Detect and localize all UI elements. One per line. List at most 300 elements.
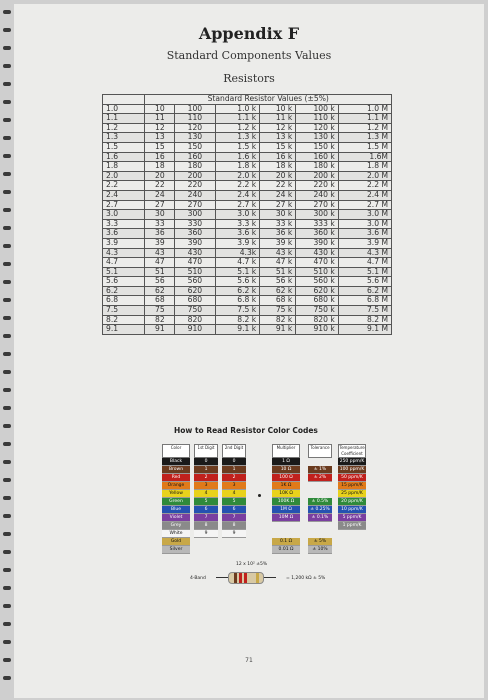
color-cell: 1K Ω [272, 482, 300, 490]
table-cell: 5.6 [103, 277, 145, 287]
spiral-ring [3, 82, 11, 86]
table-cell: 62 [145, 286, 175, 296]
table-cell: 30 [145, 210, 175, 220]
table-cell: 39 [145, 238, 175, 248]
table-row [103, 181, 392, 191]
color-cell: 100 ppm/K [339, 467, 365, 472]
spiral-ring [3, 226, 11, 230]
color-cell: 2 [222, 474, 246, 482]
color-cell: 0.01 Ω [272, 546, 300, 554]
table-cell: 1.8 k [215, 162, 260, 172]
color-cell: 20 ppm/K [338, 498, 366, 506]
color-cell [308, 458, 332, 466]
color-cell: 3 [222, 482, 246, 490]
table-row [103, 248, 392, 258]
table-cell: 3.0 M [338, 210, 391, 220]
column-header: 1st Digit [194, 444, 218, 458]
table-cell: 620 [175, 286, 215, 296]
spiral-ring [3, 604, 11, 608]
color-cell: Grey [162, 522, 190, 530]
table-cell: 11 [145, 114, 175, 124]
table-cell: 5.1 M [338, 267, 391, 277]
example-result: = 1,200 kΩ ± 5% [286, 576, 326, 581]
table-cell: 7.5 M [338, 306, 391, 316]
table-cell: 2.4 k [215, 190, 260, 200]
spiral-ring [3, 136, 11, 140]
color-cell [272, 530, 300, 538]
table-cell: 16 k [260, 152, 296, 162]
resistor-lead-left [216, 577, 228, 578]
table-cell: 18 [145, 162, 175, 172]
color-column-tol [308, 444, 332, 554]
table-cell: 30 k [260, 210, 296, 220]
color-cell [308, 522, 332, 530]
table-row [103, 104, 392, 114]
spiral-ring [3, 406, 11, 410]
table-cell: 18 k [260, 162, 296, 172]
color-cell: 8 [222, 522, 246, 530]
color-cell: 100 Ω [272, 474, 300, 482]
color-cell: 9 [194, 530, 218, 538]
table-cell: 333 k [296, 219, 338, 229]
table-cell: 360 k [296, 229, 338, 239]
table-cell: 36 [145, 229, 175, 239]
color-cell: ± 5% [308, 538, 332, 546]
table-cell: 150 [175, 142, 215, 152]
color-column-second [222, 444, 246, 554]
table-cell: 2.2 [103, 181, 145, 191]
table-cell: 1.8 M [338, 162, 391, 172]
table-cell: 20 k [260, 171, 296, 181]
table-cell: 150 k [296, 142, 338, 152]
table-cell: 6.2 M [338, 286, 391, 296]
table-cell: 680 k [296, 296, 338, 306]
table-cell: 3.0 M [338, 219, 391, 229]
table-cell: 27 [145, 200, 175, 210]
table-cell: 7.5 [103, 306, 145, 316]
column-header: Color [162, 444, 190, 458]
table-cell: 4.7 k [215, 258, 260, 268]
table-cell: 7.5 k [215, 306, 260, 316]
spiral-ring [3, 640, 11, 644]
table-cell: 430 k [296, 248, 338, 258]
section-heading: Resistors [223, 72, 275, 85]
spiral-ring [3, 568, 11, 572]
page-number: 71 [245, 657, 253, 664]
table-cell: 8.2 [103, 315, 145, 325]
table-cell: 9.1 [103, 325, 145, 335]
table-cell: 560 [175, 277, 215, 287]
color-cell: 4 [194, 490, 218, 498]
table-cell: 5.1 [103, 267, 145, 277]
table-row [103, 258, 392, 268]
table-cell: 11 k [260, 114, 296, 124]
table-cell: 4.7 M [338, 258, 391, 268]
table-cell: 1.6M [338, 152, 391, 162]
table-cell: 47 [145, 258, 175, 268]
table-cell: 24 [145, 190, 175, 200]
color-cell: 250 ppm/K [339, 459, 365, 464]
table-cell: 56 k [260, 277, 296, 287]
table-cell: 91 [145, 325, 175, 335]
table-cell: 1.6 k [215, 152, 260, 162]
page-title: Appendix F [198, 24, 300, 43]
color-cell: 1 ppm/K [338, 522, 366, 530]
table-row [103, 171, 392, 181]
table-cell: 270 k [296, 200, 338, 210]
table-cell: 160 [175, 152, 215, 162]
spiral-ring [3, 586, 11, 590]
color-cell: Silver [162, 546, 190, 554]
table-cell: 1.0 M [338, 104, 391, 114]
table-cell: 3.3 [103, 219, 145, 229]
table-cell: 430 [175, 248, 215, 258]
table-cell: 47 k [260, 258, 296, 268]
table-caption: Standard Resistor Values (±5%) [145, 95, 392, 105]
table-cell: 180 k [296, 162, 338, 172]
table-row [103, 114, 392, 124]
table-cell: 39 k [260, 238, 296, 248]
table-cell: 270 [175, 200, 215, 210]
table-cell: 27 k [260, 200, 296, 210]
table-cell: 3.9 M [338, 238, 391, 248]
spiral-ring [3, 262, 11, 266]
document-page [14, 4, 484, 698]
spiral-ring [3, 100, 11, 104]
table-cell: 300 k [296, 210, 338, 220]
table-cell: 13 k [260, 133, 296, 143]
table-cell: 2.7 k [215, 200, 260, 210]
table-cell: 22 [145, 181, 175, 191]
table-cell: 130 [175, 133, 215, 143]
table-cell: 1.1 k [215, 114, 260, 124]
table-cell: 2.7 [103, 200, 145, 210]
color-cell: ± 0.25% [308, 506, 332, 514]
table-cell: 910 [175, 325, 215, 335]
color-cell: 10M Ω [272, 514, 300, 522]
color-cell: 5 ppm/K [338, 514, 366, 522]
table-cell: 6.8 [103, 296, 145, 306]
table-row [103, 152, 392, 162]
table-cell: 16 [145, 152, 175, 162]
table-cell: 51 k [260, 267, 296, 277]
color-cell: Brown [162, 466, 190, 474]
table-cell: 15 k [260, 142, 296, 152]
color-column-color [162, 444, 190, 554]
table-cell: 750 k [296, 306, 338, 316]
example-formula: 12 x 10² ±5% [236, 562, 268, 567]
color-cell: 6 [222, 506, 246, 514]
stripe-1 [234, 573, 237, 583]
color-cell: 1M Ω [272, 506, 300, 514]
table-cell: 180 [175, 162, 215, 172]
table-cell: 110 k [296, 114, 338, 124]
spiral-ring [3, 676, 11, 680]
table-cell: 220 k [296, 181, 338, 191]
table-cell: 620 k [296, 286, 338, 296]
resistor-values-table [102, 94, 392, 335]
color-cell: 5 [194, 498, 218, 506]
color-column-mult [272, 444, 300, 554]
table-cell: 160 k [296, 152, 338, 162]
table-cell: 43 [145, 248, 175, 258]
color-cell: Green [162, 498, 190, 506]
table-cell: 120 k [296, 123, 338, 133]
table-cell: 1.5 k [215, 142, 260, 152]
table-cell: 1.5 [103, 142, 145, 152]
table-cell: 6.2 k [215, 286, 260, 296]
table-cell: 1.1 [103, 114, 145, 124]
spiral-ring [3, 478, 11, 482]
column-header: Temperature Coefficient [339, 445, 365, 456]
table-row [103, 142, 392, 152]
color-cell: 10 Ω [272, 466, 300, 474]
table-cell: 6.2 [103, 286, 145, 296]
stripe-3 [244, 573, 247, 583]
table-cell: 15 [145, 142, 175, 152]
color-column-first [194, 444, 218, 554]
table-cell: 2.7 M [338, 200, 391, 210]
table-cell: 3.6 [103, 229, 145, 239]
spiral-ring [3, 424, 11, 428]
color-cell [308, 530, 332, 538]
table-cell: 470 [175, 258, 215, 268]
table-cell: 330 [175, 219, 215, 229]
table-cell: 4.3 M [338, 248, 391, 258]
color-cell: 3 [194, 482, 218, 490]
spiral-ring [3, 154, 11, 158]
table-cell: 510 k [296, 267, 338, 277]
spiral-ring [3, 658, 11, 662]
table-row [103, 133, 392, 143]
table-cell: 6.8 M [338, 296, 391, 306]
column-header: 2nd Digit [222, 444, 246, 458]
color-cell: 25 ppm/K [338, 490, 366, 498]
table-row [103, 200, 392, 210]
color-cell: ± 2% [308, 474, 332, 482]
color-cell [272, 522, 300, 530]
table-row [103, 210, 392, 220]
table-cell: 910 k [296, 325, 338, 335]
spiral-ring [3, 370, 11, 374]
table-cell: 1.8 [103, 162, 145, 172]
table-cell: 130 k [296, 133, 338, 143]
table-cell: 1.5 M [338, 142, 391, 152]
resistor-diagram [216, 572, 276, 584]
spiral-ring [3, 208, 11, 212]
table-row [103, 315, 392, 325]
table-row [103, 219, 392, 229]
color-cell: ± 0.5% [308, 498, 332, 506]
table-cell: 33 k [260, 219, 296, 229]
color-cell: 100K Ω [272, 498, 300, 506]
color-cell: ± 10% [308, 546, 332, 554]
stripe-2 [239, 573, 242, 583]
table-cell: 62 k [260, 286, 296, 296]
color-cell [222, 538, 246, 546]
table-cell: 240 k [296, 190, 338, 200]
table-cell: 12 k [260, 123, 296, 133]
table-row [103, 190, 392, 200]
spiral-ring [3, 46, 11, 50]
table-cell: 4.3k [215, 248, 260, 258]
table-cell: 2.2 k [215, 181, 260, 191]
spiral-ring [3, 64, 11, 68]
table-row [103, 277, 392, 287]
color-code-heading: How to Read Resistor Color Codes [174, 426, 318, 435]
table-cell: 6.8 k [215, 296, 260, 306]
color-cell: 4 [222, 490, 246, 498]
spiral-ring [3, 28, 11, 32]
color-cell: Black [162, 458, 190, 466]
color-cell: 8 [194, 522, 218, 530]
table-cell: 1.2 k [215, 123, 260, 133]
table-row [103, 229, 392, 239]
table-row [103, 286, 392, 296]
table-cell: 2.2 M [338, 181, 391, 191]
spiral-ring [3, 532, 11, 536]
spiral-ring [3, 514, 11, 518]
table-cell: 200 [175, 171, 215, 181]
color-cell: Gold [162, 538, 190, 546]
table-cell: 36 k [260, 229, 296, 239]
color-cell: 2 [194, 474, 218, 482]
color-cell [338, 530, 366, 538]
color-cell: 50 ppm/K [338, 474, 366, 482]
table-cell: 200 k [296, 171, 338, 181]
table-cell: 75 k [260, 306, 296, 316]
color-cell: 6 [194, 506, 218, 514]
resistor-body [228, 572, 264, 584]
column-header: Tolerance [308, 444, 332, 458]
table-cell: 5.6 k [215, 277, 260, 287]
color-column-tc [338, 444, 366, 554]
table-row [103, 238, 392, 248]
table-cell: 20 [145, 171, 175, 181]
spiral-ring [3, 316, 11, 320]
table-cell: 510 [175, 267, 215, 277]
color-cell: 1 [194, 466, 218, 474]
color-cell [222, 546, 246, 554]
table-cell: 24 k [260, 190, 296, 200]
table-cell: 1.0 [103, 104, 145, 114]
table-cell: 300 [175, 210, 215, 220]
table-cell: 2.4 M [338, 190, 391, 200]
stripe-4 [256, 573, 259, 583]
table-cell: 10 [145, 104, 175, 114]
table-cell: 1.3 [103, 133, 145, 143]
table-cell: 100 [175, 104, 215, 114]
table-cell: 68 k [260, 296, 296, 306]
table-cell: 220 [175, 181, 215, 191]
table-cell: 75 [145, 306, 175, 316]
table-cell: 390 [175, 238, 215, 248]
table-row [103, 267, 392, 277]
table-cell: 3.6 k [215, 229, 260, 239]
table-cell: 12 [145, 123, 175, 133]
table-cell: 1.2 [103, 123, 145, 133]
color-cell [194, 538, 218, 546]
table-cell: 1.3 M [338, 133, 391, 143]
table-cell: 5.1 k [215, 267, 260, 277]
table-row [103, 325, 392, 335]
table-cell: 680 [175, 296, 215, 306]
spiral-ring [3, 442, 11, 446]
table-row [103, 296, 392, 306]
table-cell: 3.0 [103, 210, 145, 220]
table-row [103, 123, 392, 133]
table-cell: 3.6 M [338, 229, 391, 239]
table-cell: 560 k [296, 277, 338, 287]
table-cell: 2.0 M [338, 171, 391, 181]
example-band-label: 4-Band [190, 576, 206, 581]
spiral-ring [3, 190, 11, 194]
color-cell: White [162, 530, 190, 538]
color-cell: Yellow [162, 490, 190, 498]
table-cell: 51 [145, 267, 175, 277]
table-cell: 2.4 [103, 190, 145, 200]
table-cell: 13 [145, 133, 175, 143]
table-cell: 8.2 M [338, 315, 391, 325]
table-cell: 9.1 k [215, 325, 260, 335]
table-cell: 91 k [260, 325, 296, 335]
color-cell: 0 [222, 458, 246, 466]
table-cell: 3.9 [103, 238, 145, 248]
table-cell: 3.9 k [215, 238, 260, 248]
spiral-ring [3, 10, 11, 14]
color-cell: ± 1% [308, 466, 332, 474]
color-cell [308, 490, 332, 498]
table-cell: 43 k [260, 248, 296, 258]
color-cell: Orange [162, 482, 190, 490]
color-cell: Violet [162, 514, 190, 522]
table-cell: 4.3 [103, 248, 145, 258]
color-cell: 1 Ω [272, 458, 300, 466]
spiral-ring [3, 460, 11, 464]
color-cell: 0.1 Ω [272, 538, 300, 546]
table-cell: 470 k [296, 258, 338, 268]
table-cell: 120 [175, 123, 215, 133]
table-cell: 2.0 k [215, 171, 260, 181]
table-cell: 110 [175, 114, 215, 124]
table-cell: 1.1 M [338, 114, 391, 124]
table-cell: 10 k [260, 104, 296, 114]
table-cell: 1.6 [103, 152, 145, 162]
table-cell: 82 k [260, 315, 296, 325]
color-cell [338, 546, 366, 554]
table-row [103, 306, 392, 316]
color-cell: 1 [222, 466, 246, 474]
table-cell: 1.3 k [215, 133, 260, 143]
color-cell: 15 ppm/K [338, 482, 366, 490]
color-cell [194, 546, 218, 554]
spiral-ring [3, 298, 11, 302]
table-cell: 68 [145, 296, 175, 306]
resistor-lead-right [264, 577, 276, 578]
table-cell: 4.7 [103, 258, 145, 268]
color-cell [338, 538, 366, 546]
table-cell: 750 [175, 306, 215, 316]
spiral-ring [3, 280, 11, 284]
table-cell: 56 [145, 277, 175, 287]
spiral-ring [3, 334, 11, 338]
color-cell: 0 [194, 458, 218, 466]
spiral-ring [3, 352, 11, 356]
page-subtitle: Standard Components Values [166, 49, 332, 62]
spiral-ring [3, 496, 11, 500]
table-cell: 82 [145, 315, 175, 325]
table-cell: 3.3 k [215, 219, 260, 229]
